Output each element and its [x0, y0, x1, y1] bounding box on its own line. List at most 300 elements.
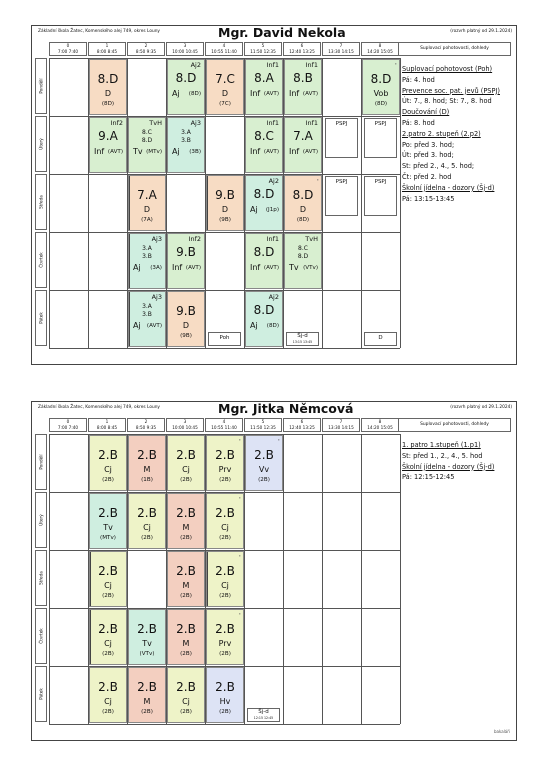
subject-name: Inf — [250, 147, 261, 156]
note-line: Čt: před 2. hod — [402, 172, 452, 181]
lesson-cell[interactable] — [167, 551, 205, 607]
duty-notes — [402, 440, 494, 483]
subject-name: Inf — [94, 147, 105, 156]
bakalari-logo: bakaláři — [493, 729, 510, 734]
subject-name: Cj — [221, 581, 229, 590]
class-name: 3.B — [142, 311, 152, 318]
subject-name: Tv — [133, 147, 143, 156]
period-header — [244, 42, 282, 56]
lesson-cell[interactable] — [206, 175, 244, 231]
day-name: Úterý — [38, 138, 44, 150]
subject-name: M — [182, 639, 190, 648]
room-label: (2B) — [141, 535, 153, 541]
class-name: 3.B — [181, 137, 191, 144]
room-label: (AVT) — [263, 149, 279, 155]
room-label: (8D) — [296, 217, 310, 223]
subject-name: Inf — [289, 147, 300, 156]
class-name: 2.B — [176, 448, 196, 462]
duty-box[interactable] — [247, 708, 280, 722]
group-label: Aj2 — [190, 61, 201, 69]
room-label: (2B) — [141, 709, 153, 715]
period-header — [127, 418, 165, 432]
duty-time: 12:15 12:45 — [253, 716, 274, 720]
class-name: 2.B — [98, 680, 118, 694]
class-name: 9.B — [176, 304, 196, 318]
period-header — [361, 42, 399, 56]
period-number: 1 — [105, 419, 109, 424]
room-label: (2B) — [180, 651, 192, 657]
room-label: (MTv) — [100, 535, 116, 541]
subject-name: Hv — [219, 697, 231, 706]
duty-box[interactable] — [364, 332, 397, 346]
note-line: Út: 7., 8. hod; St: 7., 8. hod — [402, 97, 492, 106]
class-name: 3.A — [142, 303, 152, 310]
grid-line — [49, 348, 400, 349]
group-label: Aj3 — [151, 293, 162, 301]
period-time: 12:40 13:25 — [289, 49, 315, 54]
lesson-cell[interactable] — [167, 667, 205, 723]
note-line: Doučování (D) — [402, 108, 450, 117]
class-name: 7.C — [215, 72, 235, 86]
group-label: TvH — [305, 235, 318, 243]
room-label: (2B) — [219, 593, 231, 599]
class-name: 8.D — [175, 71, 197, 85]
lesson-cell[interactable] — [206, 435, 244, 491]
period-time: 8:00 8:45 — [96, 425, 118, 430]
class-name: 2.B — [137, 506, 157, 520]
subject-name: D — [221, 89, 229, 98]
day-label-tue — [35, 492, 47, 548]
class-name: 8.C — [298, 245, 308, 252]
lesson-cell[interactable] — [89, 551, 127, 607]
note-line: Pá: 13:15-13:45 — [402, 194, 455, 203]
class-name: 8.C — [142, 129, 152, 136]
grid-line — [283, 434, 284, 724]
subject-name: Aj — [172, 89, 180, 98]
class-name: 8.A — [254, 71, 274, 85]
row-marker — [206, 176, 208, 230]
lesson-cell[interactable] — [128, 117, 166, 173]
lesson-cell[interactable] — [284, 117, 322, 173]
period-number: 2 — [144, 419, 148, 424]
timetable-sheet-nekola — [31, 25, 517, 365]
period-number: 4 — [222, 43, 226, 48]
room-label: (2B) — [219, 651, 231, 657]
room-label: (AVT) — [263, 91, 279, 97]
teacher-name: Mgr. Jitka Němcová — [218, 401, 354, 416]
lesson-cell[interactable] — [284, 59, 322, 115]
day-label-thu — [35, 232, 47, 288]
day-label-fri — [35, 666, 47, 722]
duty-time: 13:15 13:45 — [292, 340, 313, 344]
period-header — [322, 418, 360, 432]
lesson-cell[interactable] — [128, 493, 166, 549]
subject-name: Prv — [218, 465, 232, 474]
class-name: 3.A — [142, 245, 152, 252]
supplement-header: Suplovací pohotovosti, dohledy — [398, 42, 511, 56]
period-header — [361, 418, 399, 432]
period-header — [283, 418, 321, 432]
group-label: Aj3 — [190, 119, 201, 127]
period-number: 0 — [66, 419, 70, 424]
group-label: Inf1 — [266, 119, 279, 127]
group-label: Aj2 — [268, 293, 279, 301]
subject-name: Cj — [143, 523, 151, 532]
room-label: (7A) — [141, 217, 153, 223]
subject-name: Cj — [104, 639, 112, 648]
lesson-cell[interactable] — [128, 291, 166, 347]
room-label: (2B) — [180, 477, 192, 483]
room-label: (AVT) — [185, 265, 201, 271]
lesson-cell[interactable] — [245, 435, 283, 491]
row-marker — [206, 552, 208, 606]
room-label: (3B) — [189, 149, 201, 155]
class-name: 2.B — [137, 448, 157, 462]
room-label: (2B) — [219, 535, 231, 541]
class-name: 2.B — [98, 622, 118, 636]
period-number: 7 — [339, 43, 343, 48]
class-name: 2.B — [215, 448, 235, 462]
class-name: 2.B — [137, 680, 157, 694]
row-marker — [89, 552, 91, 606]
class-name: 8.D — [141, 137, 153, 144]
duty-label: D — [378, 335, 383, 341]
duty-label: PSPJ — [374, 121, 387, 127]
lesson-cell[interactable] — [128, 233, 166, 289]
subject-name: Inf — [289, 89, 300, 98]
subject-name: Inf — [250, 89, 261, 98]
room-label: (2B) — [219, 477, 231, 483]
subject-name: Aj — [250, 205, 258, 214]
lesson-cell[interactable] — [206, 667, 244, 723]
note-line: Školní jídelna - dozory (Šj-d) — [402, 183, 495, 192]
grid-line — [49, 290, 400, 291]
period-time: 10:00 10:45 — [172, 425, 198, 430]
teacher-name: Mgr. David Nekola — [218, 25, 346, 40]
lesson-cell[interactable] — [128, 175, 166, 231]
class-name: 8.D — [370, 72, 392, 86]
grid-line — [322, 58, 323, 348]
group-label: TvH — [149, 119, 162, 127]
subject-name: Inf — [172, 263, 183, 272]
duty-label: Šj-d — [297, 333, 308, 339]
note-line: Út: před 3. hod; — [402, 151, 454, 160]
room-label: (2B) — [180, 709, 192, 715]
period-header — [205, 42, 243, 56]
period-time: 7:00 7:40 — [57, 49, 79, 54]
grid-line — [49, 58, 50, 348]
duty-label: Šj-d — [258, 709, 269, 715]
lesson-cell[interactable] — [89, 59, 127, 115]
room-label: (2B) — [102, 651, 114, 657]
subject-name: Aj — [250, 321, 258, 330]
subject-name: Aj — [172, 147, 180, 156]
lesson-cell[interactable] — [167, 435, 205, 491]
grid-line — [322, 434, 323, 724]
room-label: (J1p) — [265, 207, 279, 213]
period-header — [49, 42, 87, 56]
room-label: (7C) — [219, 101, 231, 107]
lesson-cell[interactable] — [206, 551, 244, 607]
lesson-cell[interactable] — [245, 233, 283, 289]
period-number: 6 — [300, 419, 304, 424]
class-name: 7.A — [137, 188, 157, 202]
room-label: (8D) — [374, 101, 388, 107]
room-label: (2B) — [258, 477, 270, 483]
room-label: (2B) — [102, 477, 114, 483]
room-label: (2B) — [219, 709, 231, 715]
lesson-cell[interactable] — [167, 609, 205, 665]
duty-label: PSPJ — [335, 179, 348, 185]
class-name: 8.D — [97, 72, 119, 86]
lesson-cell[interactable] — [167, 233, 205, 289]
class-name: 9.B — [176, 245, 196, 259]
room-label: (AVT) — [263, 265, 279, 271]
room-label: (MTv) — [146, 149, 162, 155]
period-header — [205, 418, 243, 432]
period-header — [88, 418, 126, 432]
subject-name: M — [182, 523, 190, 532]
subject-name: Vv — [258, 465, 270, 474]
day-label-fri — [35, 290, 47, 346]
note-line: Suplovací pohotovost (Poh) — [402, 65, 493, 73]
duty-box[interactable] — [325, 118, 358, 158]
lesson-cell[interactable] — [245, 117, 283, 173]
day-name: Pondělí — [38, 454, 44, 470]
class-name: 2.B — [176, 680, 196, 694]
room-label: (VTv) — [139, 651, 155, 657]
subject-name: M — [182, 581, 190, 590]
room-label: (1B) — [141, 477, 153, 483]
note-line: Školní jídelna - dozory (Šj-d) — [402, 462, 495, 471]
duty-notes — [402, 64, 500, 204]
class-name: 2.B — [176, 622, 196, 636]
day-label-mon — [35, 434, 47, 490]
class-name: 2.B — [215, 506, 235, 520]
subject-name: Vob — [373, 89, 389, 98]
lesson-cell[interactable] — [167, 493, 205, 549]
subject-name: Aj — [133, 321, 141, 330]
lesson-cell[interactable] — [245, 291, 283, 347]
note-line: Pá: 8. hod — [402, 118, 435, 127]
subject-name: D — [182, 321, 190, 330]
changed-mark: ∙ — [238, 611, 241, 616]
room-label: (8D) — [101, 101, 115, 107]
validity-note: (rozvrh platný od 29.1.2024) — [450, 29, 512, 34]
period-time: 8:50 9:35 — [135, 49, 157, 54]
grid-line — [49, 724, 400, 725]
group-label: Inf2 — [110, 119, 123, 127]
duty-box[interactable] — [208, 332, 241, 346]
lesson-cell[interactable] — [89, 609, 127, 665]
subject-name: Cj — [182, 465, 190, 474]
lesson-cell[interactable] — [167, 117, 205, 173]
lesson-cell[interactable] — [206, 493, 244, 549]
class-name: 2.B — [254, 448, 274, 462]
period-number: 3 — [183, 419, 187, 424]
period-time: 11:50 12:35 — [250, 49, 276, 54]
school-name: Základní škola Žatec, Komenského alej 749, okres Louny — [38, 405, 160, 410]
subject-name: M — [143, 697, 151, 706]
lesson-cell[interactable] — [167, 291, 205, 347]
period-number: 3 — [183, 43, 187, 48]
room-label: (9B) — [219, 217, 231, 223]
room-label: (8D) — [188, 91, 201, 97]
group-label: Inf1 — [266, 61, 279, 69]
period-time: 10:00 10:45 — [172, 49, 198, 54]
lesson-cell[interactable] — [128, 435, 166, 491]
class-name: 3.B — [142, 253, 152, 260]
lesson-cell[interactable] — [245, 59, 283, 115]
changed-mark: ∙ — [277, 437, 280, 442]
note-line: Po: před 3. hod; — [402, 140, 455, 149]
class-name: 2.B — [98, 506, 118, 520]
group-label: Inf2 — [188, 235, 201, 243]
room-label: (2B) — [180, 593, 192, 599]
subject-name: Cj — [104, 465, 112, 474]
lesson-cell[interactable] — [89, 435, 127, 491]
day-name: Úterý — [38, 514, 44, 526]
subject-name: Tv — [289, 263, 299, 272]
period-number: 6 — [300, 43, 304, 48]
period-time: 8:00 8:45 — [96, 49, 118, 54]
class-name: 3.A — [181, 129, 191, 136]
subject-name: Cj — [182, 697, 190, 706]
period-time: 10:55 11:40 — [211, 425, 237, 430]
timetable-sheet-nemcova — [31, 401, 517, 741]
note-line: Pá: 4. hod — [402, 75, 435, 84]
group-label: Inf1 — [266, 235, 279, 243]
note-line: St: před 1., 2., 4., 5. hod — [402, 451, 483, 460]
group-label: Aj2 — [268, 177, 279, 185]
lesson-cell[interactable] — [206, 59, 244, 115]
period-time: 14:20 15:05 — [367, 49, 393, 54]
lesson-cell[interactable] — [284, 233, 322, 289]
subject-name: D — [104, 89, 112, 98]
duty-box[interactable] — [325, 176, 358, 216]
room-label: (2B) — [102, 593, 114, 599]
period-time: 10:55 11:40 — [211, 49, 237, 54]
lesson-cell[interactable] — [89, 667, 127, 723]
room-label: (AVT) — [302, 91, 318, 97]
subject-name: D — [221, 205, 229, 214]
room-label: (VTv) — [303, 265, 318, 271]
validity-note: (rozvrh platný od 29.1.2024) — [450, 405, 512, 410]
note-line: 1. patro 1.stupeň (1.p1) — [402, 441, 481, 449]
period-number: 1 — [105, 43, 109, 48]
period-number: 8 — [378, 43, 382, 48]
changed-mark: ∙ — [238, 495, 241, 500]
note-line: Pá: 12:15-12:45 — [402, 473, 455, 482]
class-name: 8.D — [297, 253, 309, 260]
supplement-header: Suplovací pohotovosti, dohledy — [398, 418, 511, 432]
period-header — [127, 42, 165, 56]
period-header — [166, 42, 204, 56]
duty-label: PSPJ — [335, 121, 348, 127]
note-line: St: před 2., 4., 5. hod; — [402, 162, 475, 171]
changed-mark: ∙ — [394, 61, 397, 66]
school-name: Základní škola Žatec, Komenského alej 749, okres Louny — [38, 29, 160, 34]
subject-name: Tv — [103, 523, 113, 532]
period-number: 0 — [66, 43, 70, 48]
day-name: Pátek — [38, 312, 44, 324]
day-name: Středa — [38, 571, 44, 585]
duty-box[interactable] — [364, 118, 397, 158]
period-time: 11:50 12:35 — [250, 425, 276, 430]
room-label: (AVT) — [302, 149, 318, 155]
class-name: 8.C — [254, 129, 274, 143]
day-label-wed — [35, 550, 47, 606]
lesson-cell[interactable] — [128, 609, 166, 665]
period-header — [283, 42, 321, 56]
subject-name: Cj — [221, 523, 229, 532]
period-number: 5 — [261, 43, 265, 48]
room-label: (AVT) — [146, 323, 162, 329]
period-header — [244, 418, 282, 432]
period-header — [49, 418, 87, 432]
lesson-cell[interactable] — [167, 59, 205, 115]
lesson-cell[interactable] — [206, 609, 244, 665]
duty-box[interactable] — [364, 176, 397, 216]
day-label-wed — [35, 174, 47, 230]
day-label-tue — [35, 116, 47, 172]
day-label-mon — [35, 58, 47, 114]
lesson-cell[interactable] — [245, 175, 283, 231]
subject-name: Tv — [142, 639, 152, 648]
subject-name: Inf — [250, 263, 261, 272]
period-time: 14:20 15:05 — [367, 425, 393, 430]
grid-line — [49, 434, 50, 724]
class-name: 2.B — [176, 506, 196, 520]
row-marker — [89, 610, 91, 664]
room-label: (8D) — [266, 323, 279, 329]
period-number: 4 — [222, 419, 226, 424]
day-label-thu — [35, 608, 47, 664]
group-label: Inf1 — [305, 119, 318, 127]
duty-box[interactable] — [286, 332, 319, 346]
period-header — [88, 42, 126, 56]
period-header — [322, 42, 360, 56]
day-name: Pátek — [38, 688, 44, 700]
lesson-cell[interactable] — [284, 175, 322, 231]
lesson-cell[interactable] — [128, 667, 166, 723]
duty-label: PSPJ — [374, 179, 387, 185]
changed-mark: ∙ — [238, 553, 241, 558]
group-label: Inf1 — [305, 61, 318, 69]
duty-label: Poh — [219, 335, 230, 341]
note-line: Prevence soc. pat. jevů (PSPJ) — [402, 86, 500, 95]
class-name: 9.B — [215, 188, 235, 202]
subject-name: M — [143, 465, 151, 474]
class-name: 9.A — [98, 129, 118, 143]
grid-line — [361, 434, 362, 724]
grid-line — [400, 58, 401, 348]
class-name: 2.B — [215, 680, 235, 694]
subject-name: Aj — [133, 263, 141, 272]
subject-name: Prv — [218, 639, 232, 648]
period-number: 7 — [339, 419, 343, 424]
lesson-cell[interactable] — [362, 59, 400, 115]
lesson-cell[interactable] — [89, 493, 127, 549]
lesson-cell[interactable] — [89, 117, 127, 173]
changed-mark: ∙ — [316, 177, 319, 182]
room-label: (2B) — [102, 709, 114, 715]
period-time: 13:30 14:15 — [328, 425, 354, 430]
room-label: (9B) — [180, 333, 192, 339]
row-marker — [128, 234, 130, 288]
grid-line — [400, 434, 401, 724]
grid-line — [49, 232, 400, 233]
